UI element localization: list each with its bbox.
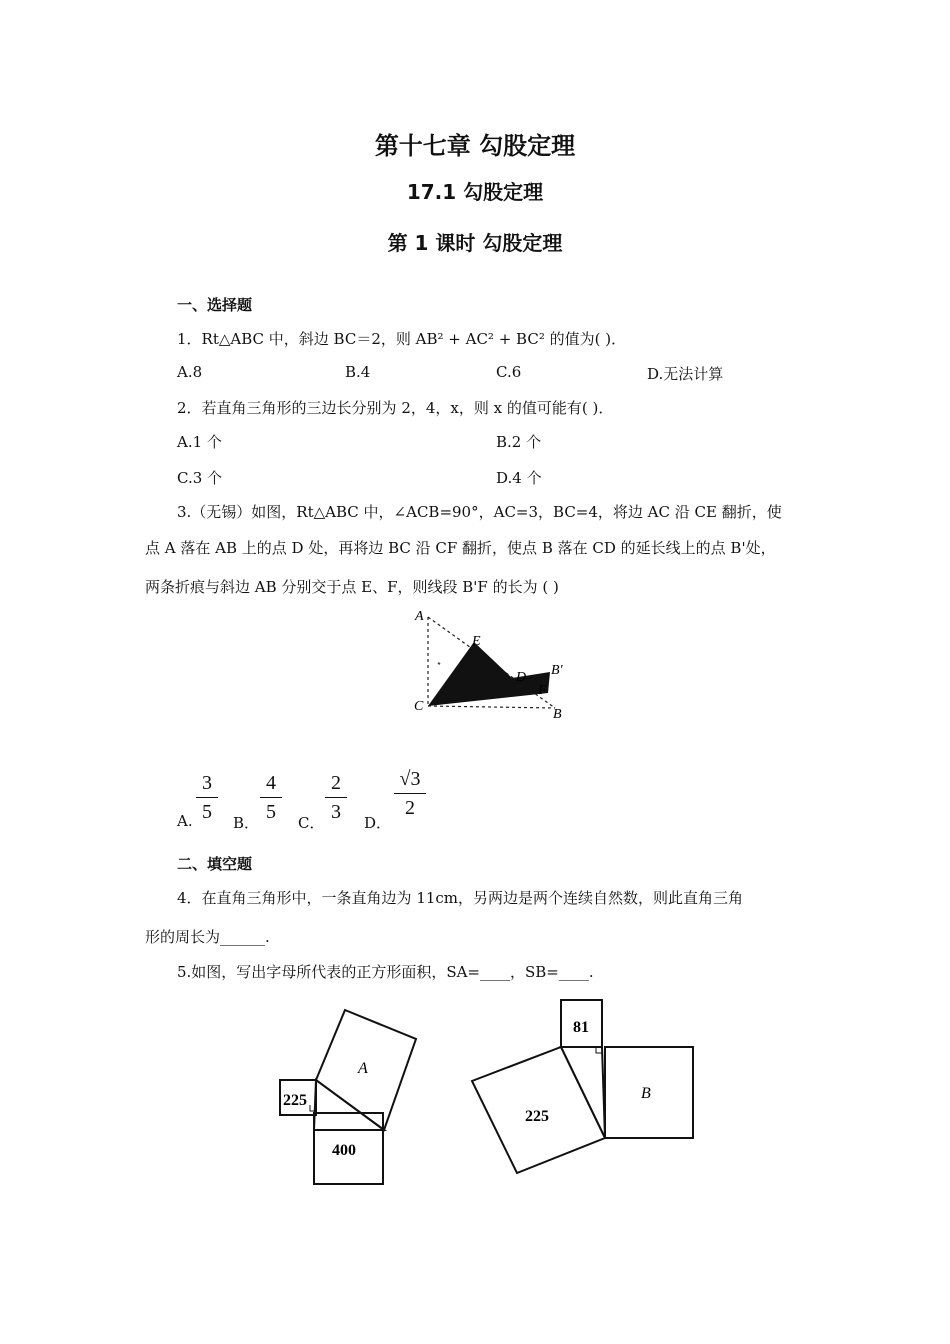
label-e: E: [472, 634, 481, 649]
square-225-label: 225: [283, 1092, 307, 1109]
question-4-line-2: 形的周长为______.: [145, 928, 270, 946]
label-b: B: [553, 707, 562, 722]
fraction-numerator: 3: [202, 772, 212, 794]
squares-figure-1: [270, 995, 430, 1190]
label-d: D: [516, 670, 527, 685]
square-b-label: B: [641, 1085, 651, 1102]
label-f: F: [538, 683, 547, 698]
q2-option-d: D.4 个: [496, 469, 542, 487]
q3-option-c-fraction: [325, 771, 347, 824]
fraction-denominator: 5: [266, 801, 276, 823]
q1-option-d: D.无法计算: [647, 365, 724, 383]
question-3-line-2: 点 A 落在 AB 上的点 D 处，再将边 BC 沿 CF 翻折，使点 B 落在 CD 的延长线上的点 B'处，: [145, 539, 776, 557]
q2-option-a: A.1 个: [177, 433, 222, 451]
fraction-numerator: 4: [266, 772, 276, 794]
square-a-label: A: [358, 1060, 368, 1077]
fraction-denominator: 3: [331, 801, 341, 823]
q2-option-c: C.3 个: [177, 469, 223, 487]
fraction-numerator: √3: [399, 768, 421, 790]
q1-option-a: A.8: [177, 363, 203, 381]
question-4-line-1: 4．在直角三角形中，一条直角边为 11cm，另两边是两个连续自然数，则此直角三角: [177, 889, 744, 907]
q3-option-b-letter: B．: [233, 814, 260, 832]
label-c: C: [414, 699, 424, 714]
fold-triangle-figure: [400, 600, 590, 725]
square-81-label: 81: [573, 1019, 589, 1036]
label-b-prime: B': [551, 663, 563, 678]
q3-option-a-letter: A.: [177, 812, 193, 830]
section-heading-fill: 二、填空题: [177, 855, 253, 873]
section-title: 17.1 勾股定理: [406, 180, 544, 204]
question-3-line-3: 两条折痕与斜边 AB 分别交于点 E、F，则线段 B'F 的长为 ( ): [145, 578, 559, 596]
q3-option-b-fraction: [260, 771, 282, 824]
question-3-line-1: 3.（无锡）如图，Rt△ABC 中，∠ACB=90°，AC=3，BC=4，将边 AC 沿 CE 翻折，使: [177, 503, 782, 521]
lesson-title: 第 1 课时 勾股定理: [387, 231, 563, 255]
q1-option-b: B.4: [345, 363, 371, 381]
chapter-title: 第十七章 勾股定理: [374, 132, 576, 160]
q1-option-c: C.6: [496, 363, 522, 381]
q3-option-a-fraction: [196, 771, 218, 824]
question-5-stem: 5.如图，写出字母所代表的正方形面积，SA=____，SB=____.: [177, 963, 594, 981]
q3-option-c-letter: C．: [298, 814, 325, 832]
q3-option-d-letter: D．: [364, 814, 392, 832]
square-225-label: 225: [525, 1108, 549, 1125]
q2-option-b: B.2 个: [496, 433, 542, 451]
square-400-label: 400: [332, 1142, 356, 1159]
question-2-stem: 2．若直角三角形的三边长分别为 2，4，x，则 x 的值可能有( )．: [177, 399, 614, 417]
fraction-numerator: 2: [331, 772, 341, 794]
label-a: A: [415, 609, 424, 624]
fraction-denominator: 5: [202, 801, 212, 823]
q3-option-d-fraction: [394, 767, 426, 820]
question-1-stem: 1．Rt△ABC 中，斜边 BC＝2，则 AB² + AC² + BC² 的值为( )．: [177, 330, 627, 348]
fraction-denominator: 2: [405, 797, 415, 819]
squares-figure-2: [465, 995, 705, 1195]
section-heading-choice: 一、选择题: [177, 296, 253, 314]
